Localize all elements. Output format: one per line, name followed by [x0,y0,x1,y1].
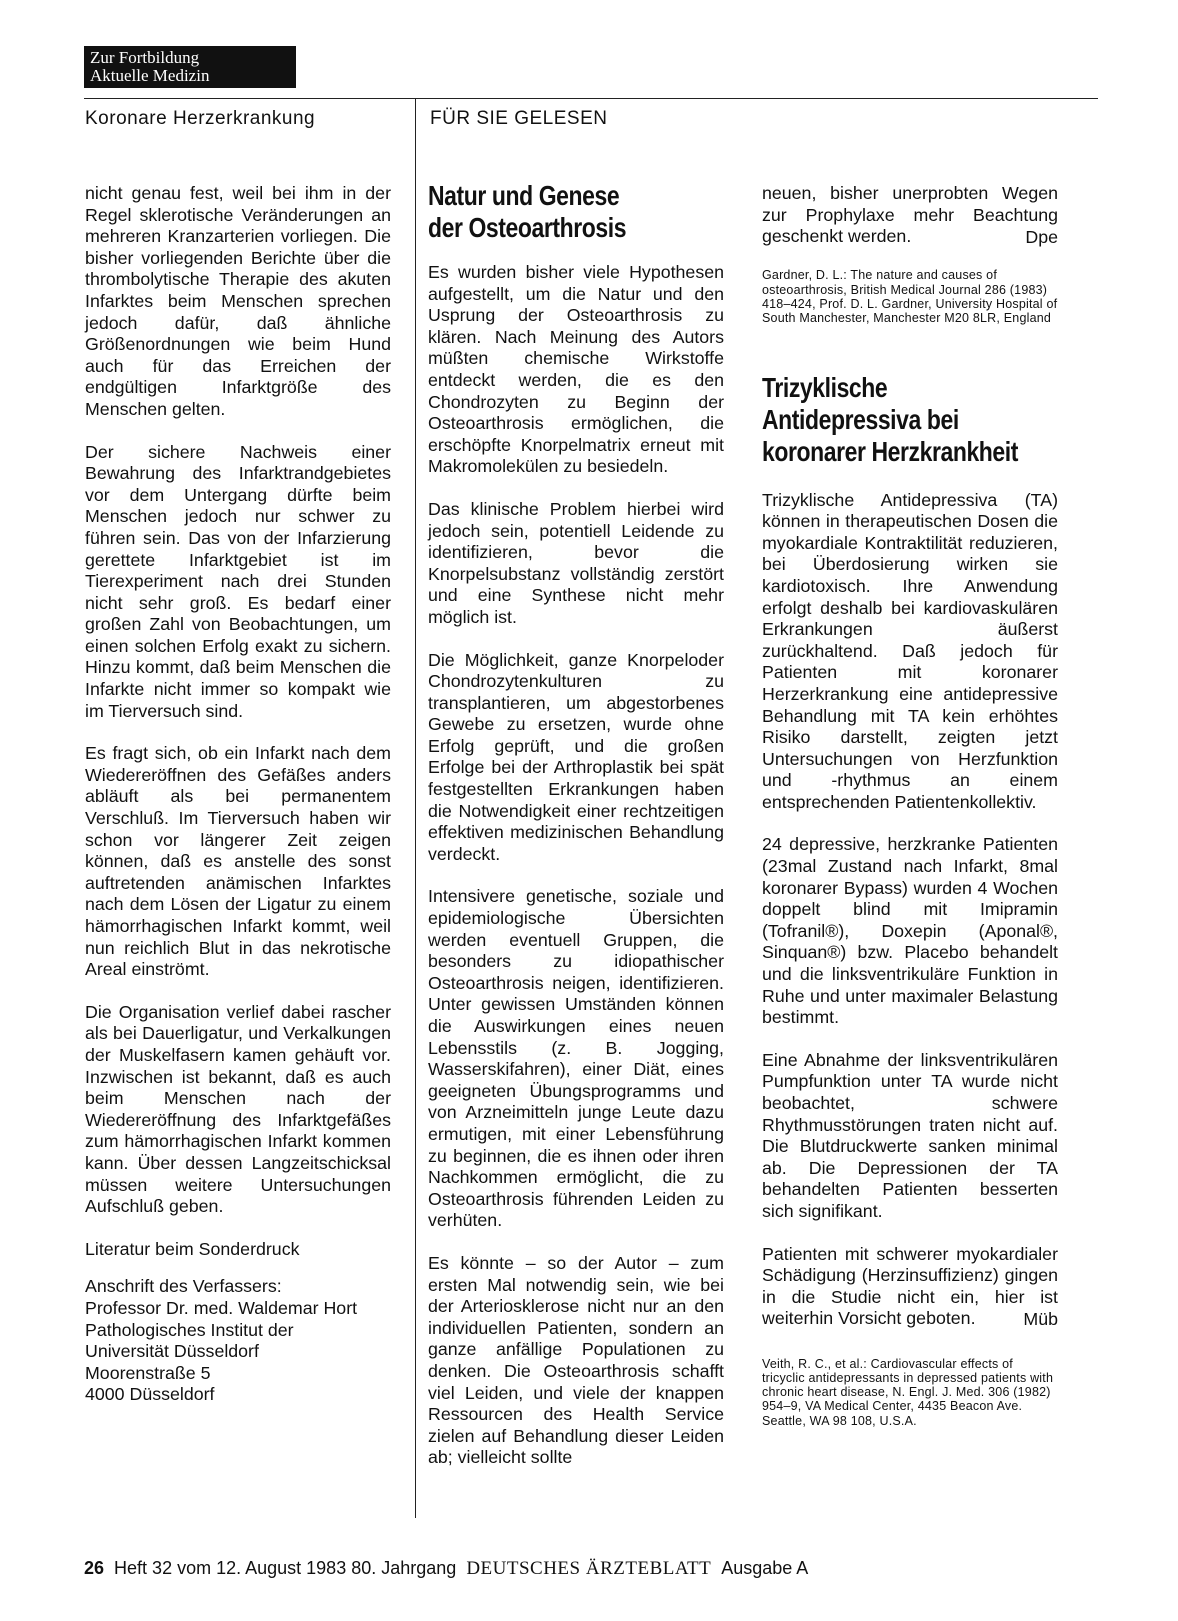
title-line: Antidepressiva bei [762,403,959,435]
title-line: Trizyklische [762,371,888,403]
author-address [85,1276,391,1406]
title-line: koronarer Herzkrankheit [762,435,1018,467]
title-line: Natur und Genese [428,180,620,211]
column-1 [85,183,391,1406]
col2-paragraph-4: Intensivere genetische, soziale und epidemiologische Übersichten werden eventuell Gruppen, die besonders zu idiopathischer Osteoarthrosis neigen, identifizieren. Unter gewissen Umständen können die Auswirkungen eines neuen Lebensstils (z. B. Jogging, Wasserskifahren), einer Diät, eines geeigneten Übungsprogramms und von Arzneimitteln junge Leute dazu ermutigen, mit einer Lebensführung zu beginnen, die es ihnen oder ihren Nachkommen ermöglicht, die zu Osteoarthrosis führenden Leiden zu verhüten. [428,886,724,1231]
magazine-name: DEUTSCHES ÄRZTEBLATT [466,1558,712,1579]
badge-line-1: Zur Fortbildung [90,48,200,67]
col3-paragraph-3: 24 depressive, herzkranke Patienten (23mal Zustand nach Infarkt, 8mal koronarer Bypass) wurden 4 Wochen doppelt blind mit Imipramin (Tofranil®), Doxepin (Aponal®, Sinquan®) bzw. Placebo behandelt und die linksventrikuläre Funktion in Ruhe und unter maximaler Belastung bestimmt. [762,834,1058,1028]
title-line: der Osteoarthrosis [428,212,627,243]
issue-info: Heft 32 vom 12. August 1983 80. Jahrgang [114,1558,457,1578]
section-title-left: Koronare Herzerkrankung [85,108,316,129]
article-title-osteoarthrosis [428,180,671,244]
reference-gardner: Gardner, D. L.: The nature and causes of osteoarthrosis, British Medical Journal 286 (1983) 418–424, Prof. D. L. Gardner, University Hospital of South Manchester, Manchester M20 8LR, England [762,268,1058,326]
page-footer [84,1558,808,1580]
literature-note: Literatur beim Sonderdruck [85,1238,300,1259]
badge-line-2: Aktuelle Medizin [90,66,210,85]
address-line: Moorenstraße 5 [85,1362,211,1383]
col2-paragraph-2: Das klinische Problem hierbei wird jedoch sein, potentiell Leidende zu identifizieren, bevor die Knorpelsubstanz vollständig zerstört und eine Synthese nicht mehr möglich ist. [428,498,724,627]
col2-paragraph-3: Die Möglichkeit, ganze Knorpeloder Chondrozytenkulturen zu transplantieren, um abgestorbenes Gewebe zu ersetzen, wurde ohne Erfolg geprüft, und die großen Erfolge bei der Arthroplastik bei spät festgestellten Erkrankungen haben die Notwendigkeit einer rechtzeitigen effektiven medizinischen Behandlung verdeckt. [428,649,724,864]
col1-paragraph-2: Der sichere Nachweis einer Bewahrung des Infarktrandgebietes vor dem Untergang dürfte beim Menschen jedoch nur schwer zu führen sein. Das von der Infarzierung gerettete Infarktgebiet ist im Tierexperiment nach drei Stunden nicht sehr groß. Es bedarf einer großen Zahl von Beobachtungen, um einen solchen Erfolg exakt zu sichern. Hinzu kommt, daß beim Menschen die Infarkte nicht immer so kompakt wie im Tierversuch sind. [85,441,391,721]
column-divider [415,98,416,1518]
address-line: Anschrift des Verfassers: [85,1276,282,1297]
author-initials-dpe: Dpe [1025,226,1058,247]
section-badge [84,46,296,88]
col1-paragraph-4: Die Organisation verlief dabei rascher als bei Dauerligatur, und Verkalkungen der Muskelfasern kamen gehäuft vor. Inzwischen ist bekannt, daß es auch beim Menschen nach der Wiedereröffnung des Infarktgefäßes zum hämorrhagischen Infarkt kommen kann. Über dessen Langzeitschicksal müssen weitere Untersuchungen Aufschluß geben. [85,1001,391,1217]
reference-veith: Veith, R. C., et al.: Cardiovascular effects of tricyclic antidepressants in depressed patients with chronic heart disease, N. Engl. J. Med. 306 (1982) 954–9, VA Medical Center, 4435 Beacon Ave. Seattle, WA 98 108, U.S.A. [762,1356,1054,1428]
col2-paragraph-1: Es wurden bisher viele Hypothesen aufgestellt, um die Natur und den Usprung der Osteoarthrosis zu klären. Nach Meinung des Autors müßten chemische Wirkstoffe entdeckt werden, die es den Chondrozyten zu Beginn der Osteoarthrosis ermöglichen, die erschöpfte Knorpelmatrix erneut mit Makromolekülen zu besiedeln. [428,262,724,477]
author-initials-mub: Müb [1023,1308,1058,1329]
address-line: Professor Dr. med. Waldemar Hort [85,1297,358,1318]
article-title-antidepressiva [762,371,1018,468]
col3-paragraph-4: Eine Abnahme der linksventrikulären Pumpfunktion unter TA wurde nicht beobachtet, schwere Rhythmusstörungen traten nicht auf. Die Blutdruckwerte sanken minimal ab. Die Depressionen der TA behandelten Patienten besserten sich signifikant. [762,1049,1058,1221]
section-title-right: FÜR SIE GELESEN [430,108,608,129]
column-3 [762,183,1058,1449]
address-line: Universität Düsseldorf [85,1341,259,1362]
address-line: 4000 Düsseldorf [85,1384,215,1405]
col3-paragraph-1-text: neuen, bisher unerprobten Wegen zur Prophylaxe mehr Beachtung geschenkt werden. [762,183,1058,247]
col1-paragraph-1: nicht genau fest, weil bei ihm in der Regel sklerotische Veränderungen an mehreren Kranzarterien vorliegen. Die bisher vorliegenden Berichte über die thrombolytische Therapie des akuten Infarktes beim Menschen sprechen jedoch dafür, daß ähnliche Größenordnungen wie beim Hund auch für das Erreichen der endgültigen Infarktgröße des Menschen gelten. [85,183,391,419]
col1-paragraph-3: Es fragt sich, ob ein Infarkt nach dem Wiedereröffnen des Gefäßes anders abläuft als bei permanentem Verschluß. Im Tierversuch haben wir schon vor längerer Zeit zeigen können, daß es anstelle des sonst auftretenden anämischen Infarktes nach dem Lösen der Ligatur zu einem hämorrhagischen Infarkt kommt, weil nun reichlich Blut in das nekrotische Areal einströmt. [85,743,391,980]
col3-paragraph-5: Patienten mit schwerer myokardialer Schädigung (Herzinsuffizienz) gingen in die Studie nicht ein, hier ist weiterhin Vorsicht geboten. [762,1243,1058,1329]
col2-paragraph-5: Es könnte – so der Autor – zum ersten Mal notwendig sein, wie bei der Arteriosklerose nicht nur an den individuellen Patienten, sondern an ganze anfällige Populationen zu denken. Die Osteoarthrosis schafft viel Leiden, und viele der knappen Ressourcen des Health Service zielen auf Behandlung dieser Leiden ab; vielleicht sollte [428,1252,724,1468]
page-number: 26 [84,1558,105,1578]
header-rule [84,98,1098,99]
edition: Ausgabe A [721,1558,809,1578]
col3-paragraph-2: Trizyklische Antidepressiva (TA) können in therapeutischen Dosen die myokardiale Kontraktilität reduzieren, bei Überdosierung wirken sie kardiotoxisch. Ihre Anwendung erfolgt deshalb bei kardiovaskulären Erkrankungen äußerst zurückhaltend. Daß jedoch für Patienten mit koronarer Herzerkrankung eine antidepressive Behandlung mit TA kein erhöhtes Risiko darstellt, zeigten jetzt Untersuchungen von Herzfunktion und -rhythmus an einem entsprechenden Patientenkollektiv. [762,489,1058,812]
column-2 [428,180,724,1490]
address-line: Pathologisches Institut der [85,1319,294,1340]
